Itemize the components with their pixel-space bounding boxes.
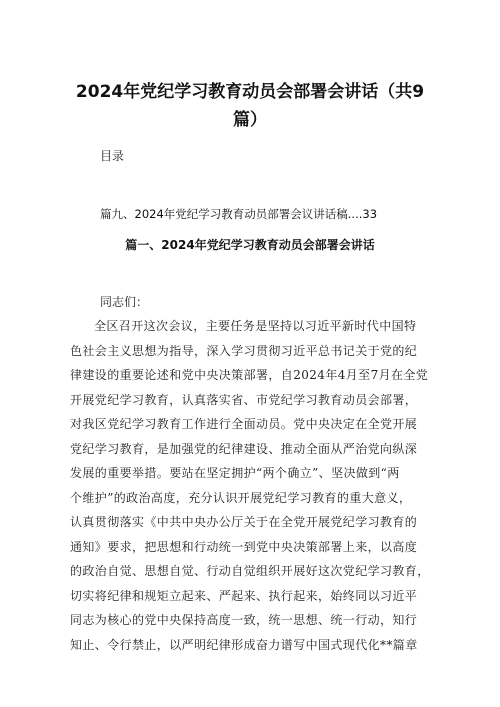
body-line: 发展的重要举措。要站在坚定拥护“两个确立”、坚决做到“两 bbox=[70, 466, 400, 480]
toc-heading: 目录 bbox=[100, 149, 125, 163]
body-line: 的政治自觉、思想自觉、行动自觉组织开展好这次党纪学习教育， bbox=[70, 564, 430, 578]
body-line: 同志为核心的党中央保持高度一致，统一思想、统一行动，知行 bbox=[70, 613, 418, 627]
document-title-line-2: 篇） bbox=[233, 110, 267, 130]
body-line: 全区召开这次会议，主要任务是坚持以习近平新时代中国特 bbox=[94, 319, 417, 333]
document-title bbox=[60, 78, 440, 134]
section-title: 篇一、2024年党纪学习教育动员会部署会讲话 bbox=[125, 238, 375, 252]
document-title-line-1: 2024年党纪学习教育动员会部署会讲话（共9 bbox=[75, 82, 425, 102]
salutation: 同志们： bbox=[100, 295, 149, 309]
body-line: 通知》要求，把思想和行动统一到党中央决策部署上来，以高度 bbox=[70, 539, 418, 554]
body-line: 个维护”的政治高度，充分认识开展党纪学习教育的重大意义， bbox=[70, 490, 412, 505]
body-line: 切实将纪律和规矩立起来、严起来、执行起来，始终同以习近平 bbox=[70, 588, 418, 603]
body-line: 党纪学习教育，是加强党的纪律建设、推动全面从严治党向纵深 bbox=[70, 441, 418, 456]
body-line: 认真贯彻落实《中共中央办公厅关于在全党开展党纪学习教育的 bbox=[70, 515, 418, 529]
body-line: 色社会主义思想为指导，深入学习贯彻习近平总书记关于党的纪 bbox=[70, 343, 418, 358]
body-line: 对我区党纪学习教育工作进行全面动员。党中央决定在全党开展 bbox=[70, 417, 418, 431]
body-paragraph bbox=[70, 314, 432, 657]
body-line: 开展党纪学习教育，认真落实省、市党纪学习教育动员会部署， bbox=[70, 392, 418, 407]
body-line: 知止、令行禁止，以严明纪律形成奋力谱写中国式现代化**篇章 bbox=[70, 637, 418, 652]
toc-entry[interactable]: 篇九、2024年党纪学习教育动员部署会议讲话稿....33 bbox=[100, 207, 378, 221]
body-line: 律建设的重要论述和党中央决策部署，自2024年4月至7月在全党 bbox=[70, 368, 429, 382]
